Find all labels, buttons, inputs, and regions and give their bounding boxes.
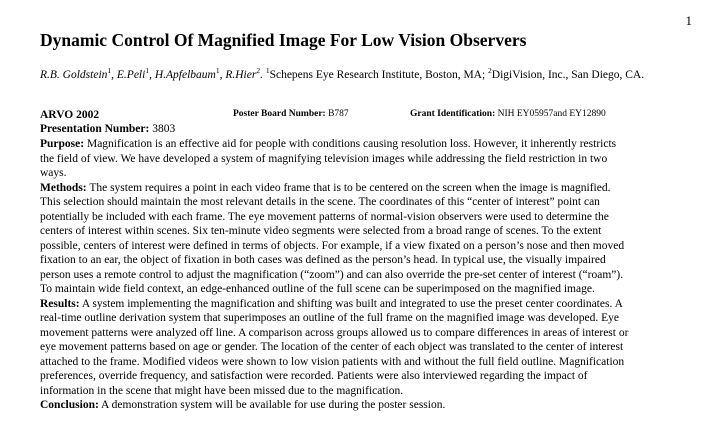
methods-label: Methods: — [40, 181, 87, 194]
methods-text: The system requires a point in each video frame that is to be centered on the screen when the image is magnified. This selection should maintain the most relevant details in the scene. The coordinates of this “center of interest” point can potentially be included with each frame. The eye movement patterns of normal-vision observers were used to determine the centers of interest within scenes. Six ten-minute video segments were selected from a broad range of scenes. To the extent possible, centers of interest were defined in terms of objects. For example, if a view fixated on a person’s nose and then moved fixation to an ear, the object of fixation in both cases was defined as the person’s head. In typical use, the visually impaired person uses a remote control to adjust the magnification (“zoom”) and can also override the pre-set center of interest (“roam”). To maintain wide field context, an edge-enhanced outline of the full scene can be superimposed on the magnified image. — [40, 181, 625, 295]
results-paragraph — [40, 297, 630, 399]
affiliation-sup: 2 — [488, 66, 492, 75]
author-separator: . — [260, 68, 266, 81]
results-text: A system implementing the magnification and shifting was built and integrated to use the preset center coordinates. A real-time outline derivation system that superimposes an outline of the full frame on the magnified image was developed. Eye movement patterns were analyzed off line. A comparison across groups allowed us to compare differences in areas of interest or eye movement patterns based on age or gender. The location of the center of each object was translated to the center of interest attached to the frame. Modified videos were shown to low vision patients with and without the full field outline. Magnification preferences, override frequency, and satisfaction were recorded. Patients were also interviewed regarding the impact of information in the scene that might have been missed due to the magnification. — [40, 297, 629, 397]
presentation-value: 3803 — [152, 123, 176, 135]
author-name: E.Peli — [116, 68, 146, 81]
grant-label: Grant Identification: — [410, 109, 496, 119]
purpose-label: Purpose: — [40, 138, 85, 150]
author-line — [40, 66, 644, 81]
author-affil-sup: 1 — [215, 66, 220, 75]
page-title: Dynamic Control Of Magnified Image For Low Vision Observers — [40, 30, 527, 50]
poster-board-info — [233, 109, 349, 119]
poster-board-value: B787 — [328, 109, 349, 119]
conclusion-label: Conclusion: — [40, 399, 99, 411]
poster-board-label: Poster Board Number: — [233, 109, 326, 119]
author-separator: , — [219, 68, 226, 81]
grant-info — [410, 109, 606, 119]
author-separator: , — [149, 68, 155, 81]
author-affil-sup: 1 — [145, 66, 150, 75]
conclusion-paragraph — [40, 398, 630, 413]
affiliation-sup: 1 — [265, 66, 270, 75]
author-affil-sup: 1 — [107, 66, 112, 75]
methods-paragraph — [40, 181, 630, 297]
purpose-paragraph — [40, 137, 630, 181]
purpose-text: Magnification is an effective aid for people with conditions causing resolution loss. However, it inherently restricts the field of view. We have developed a system of magnifying television images while addressing the field restriction in two ways. — [40, 138, 617, 179]
presentation-label: Presentation Number: — [40, 123, 150, 135]
author-separator: , — [111, 68, 117, 81]
presentation-number — [40, 123, 175, 135]
author-name: H.Apfelbaum — [154, 68, 216, 81]
grant-value: NIH EY05957and EY12890 — [497, 109, 606, 119]
author-name: R.Hier — [225, 68, 257, 81]
conclusion-text: A demonstration system will be available for use during the poster session. — [101, 399, 446, 411]
page-number: 1 — [685, 13, 692, 28]
affiliation-text: DigiVision, Inc., San Diego, CA. — [491, 68, 645, 81]
author-affil-sup: 2 — [256, 66, 261, 75]
affiliation-text: Schepens Eye Research Institute, Boston, MA; — [269, 68, 489, 81]
results-label: Results: — [40, 297, 80, 310]
author-name: R.B. Goldstein — [40, 68, 108, 81]
abstract-body — [40, 137, 630, 413]
conference-name: ARVO 2002 — [40, 109, 100, 121]
